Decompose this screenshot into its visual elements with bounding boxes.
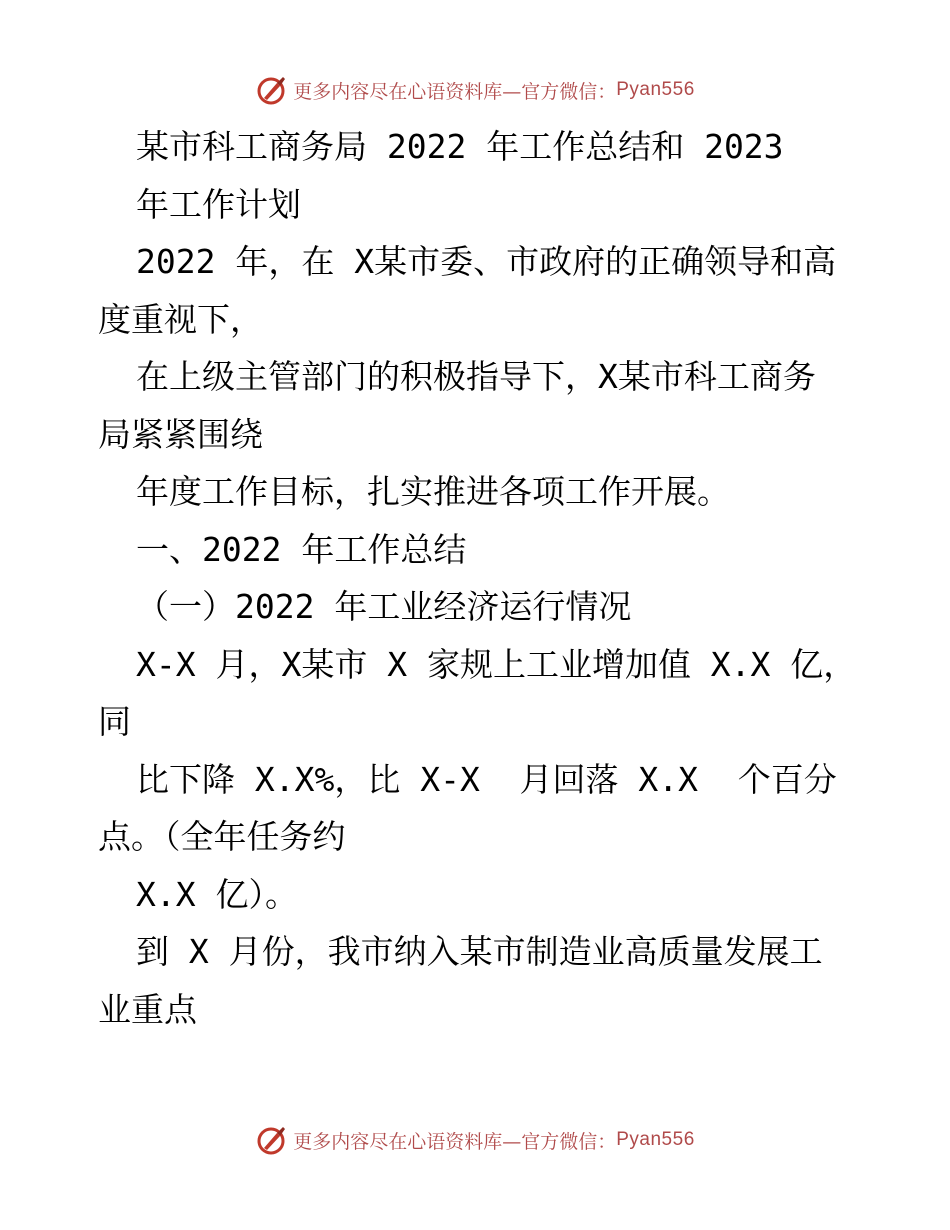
paragraph-line: X-X 月，X某市 X 家规上工业增加值 X.X 亿， xyxy=(136,644,857,684)
document-body xyxy=(98,118,858,1038)
paragraph-line: 到 X 月份，我市纳入某市制造业高质量发展工 xyxy=(136,932,823,971)
paragraph-line: 点。（全年任务约 xyxy=(98,817,346,856)
quill-logo-icon xyxy=(255,1124,287,1156)
watermark-text: 更多内容尽在心语资料库—官方微信： xyxy=(293,1130,617,1153)
paragraph-line: 度重视下， xyxy=(98,299,263,339)
section-heading: 一、2022 年工作总结 xyxy=(136,529,467,569)
paragraph-line: X.X 亿）。 xyxy=(136,874,298,914)
paragraph-line: 同 xyxy=(98,702,131,741)
watermark-wechat-id: Pyan556 xyxy=(616,1129,695,1150)
paragraph-line: 比下降 X.X%，比 X-X 月回落 X.X 个百分 xyxy=(136,759,837,799)
watermark-wechat-id: Pyan556 xyxy=(616,79,695,100)
watermark-footer xyxy=(0,1122,950,1158)
paragraph-line: 2022 年，在 X某市委、市政府的正确领导和高 xyxy=(136,242,837,281)
subsection-heading: （一）2022 年工业经济运行情况 xyxy=(136,587,632,626)
paragraph-line: 局紧紧围绕 xyxy=(98,414,263,454)
paragraph-line: 在上级主管部门的积极指导下，X某市科工商务 xyxy=(136,357,816,396)
title-line-1: 某市科工商务局 2022 年工作总结和 2023 xyxy=(136,127,784,166)
title-line-2: 年工作计划 xyxy=(136,184,301,224)
paragraph-line: 业重点 xyxy=(98,989,197,1029)
quill-logo-icon xyxy=(255,74,287,106)
watermark-header xyxy=(0,72,950,108)
paragraph-line: 年度工作目标，扎实推进各项工作开展。 xyxy=(136,472,730,511)
watermark-text: 更多内容尽在心语资料库—官方微信： xyxy=(293,80,617,103)
